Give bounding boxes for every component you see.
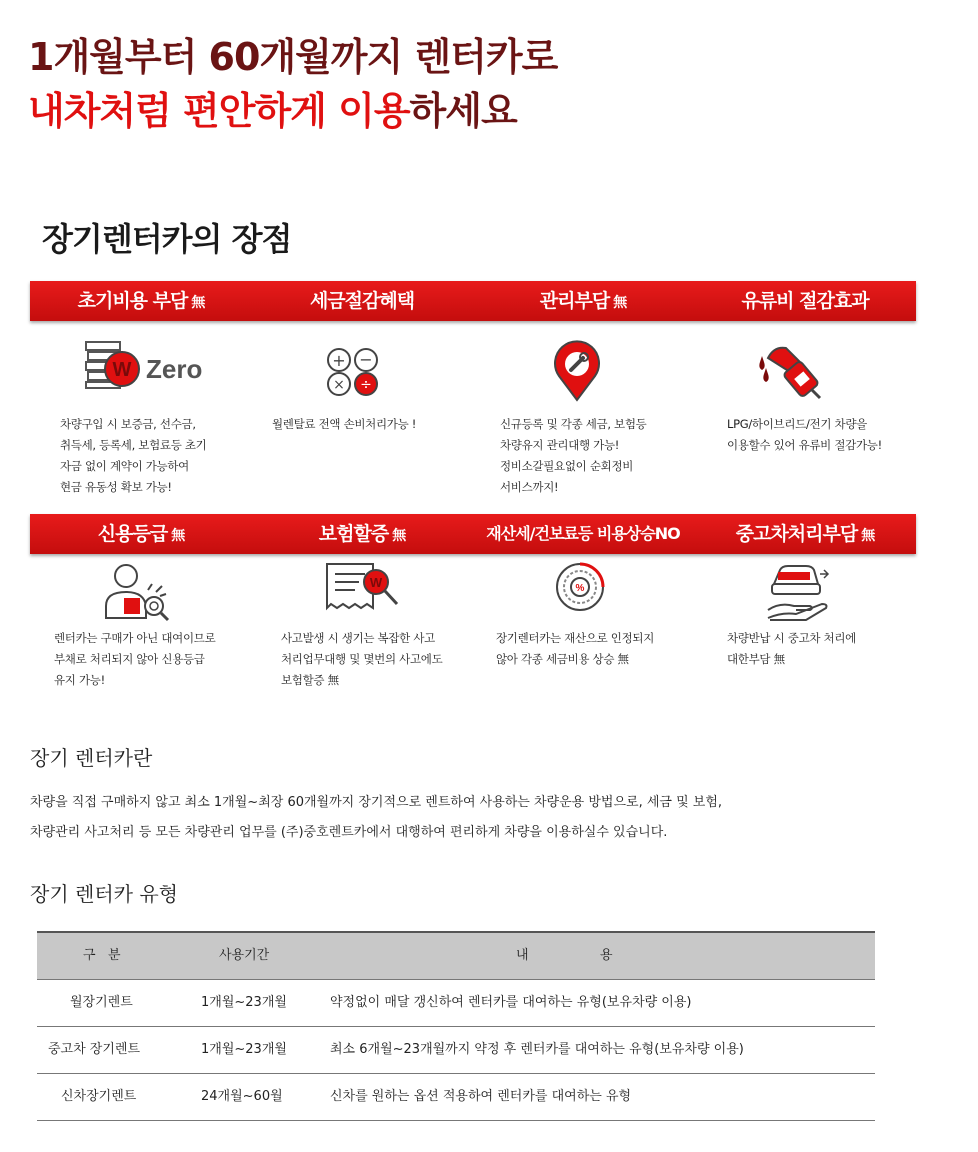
row-name: 신차장기렌트 [61,1089,137,1104]
desc-line: 렌터카는 구매가 아닌 대여이므로 [54,631,216,645]
desc-line: 취득세, 등록세, 보험료등 초기 [60,438,207,452]
row-name: 중고차 장기렌트 [48,1042,141,1057]
band2-item-used-car [694,514,916,554]
desc-credit [54,628,215,691]
band1-item-tax [252,281,472,321]
desc-line: 처리업무대행 및 몇번의 사고에도 [281,652,443,666]
band2-none-mark: 無 [392,528,406,544]
row-name: 월장기렌트 [70,995,133,1010]
location-wrench-icon [551,340,603,402]
document-search-icon [325,562,401,614]
desc-line: 신규등록 및 각종 세금, 보험등 [500,417,647,431]
desc-used-car [727,628,856,670]
table-row [37,1027,875,1074]
band1-item-management [472,281,694,321]
desc-line: 차량유지 관리대행 가능! [500,438,620,452]
header-content-2: 용 [600,948,613,963]
row-content: 약정없이 매달 갱신하여 렌터카를 대여하는 유형(보유차량 이용) [330,995,692,1010]
band1-title: 유류비 절감효과 [741,290,869,312]
desc-initial-cost [60,414,207,498]
calculator-icon [326,346,382,398]
hand-car-icon [766,560,832,622]
row-content: 신차를 원하는 옵션 적용하여 렌터카를 대여하는 유형 [330,1089,632,1104]
desc-line: 장기렌터카는 재산으로 인정되지 [496,631,655,645]
header-period: 사용기간 [219,948,270,963]
desc-line: 차량반납 시 중고차 처리에 [727,631,856,645]
desc-insurance [281,628,442,691]
band2-none-mark: 無 [861,528,875,544]
about-paragraph [30,788,722,848]
hero-heading [28,30,557,138]
table-row [37,980,875,1027]
desc-line: 대한부담 無 [727,652,785,666]
header-content-1: 내 [516,948,529,963]
about-title: 장기 렌터카란 [30,746,153,770]
band2-title: 재산세/건보료등 비용상승NO [486,524,680,543]
won-symbol-text: W [112,359,132,381]
svg-text:−: − [359,350,373,369]
svg-text:÷: ÷ [360,377,372,393]
advantages-band-1 [30,281,916,321]
band1-none-mark: 無 [613,295,627,311]
table-header-row [37,931,875,980]
desc-property-tax [496,628,654,670]
desc-fuel [727,414,882,456]
desc-line: 차량구입 시 보증금, 선수금, [60,417,196,431]
desc-tax [272,414,416,435]
hero-line-2 [28,84,557,138]
about-line-2: 차량관리 사고처리 등 모든 차량관리 업무를 (주)중호렌트카에서 대행하여 편리하게 차량을 이용하실수 있습니다. [30,825,668,840]
desc-line: 현금 유동성 확보 가능! [60,480,172,494]
desc-line: 않아 각종 세금비용 상승 無 [496,652,629,666]
band1-title: 관리부담 [539,290,610,312]
person-magnifier-icon [104,562,170,622]
band1-title: 세금절감혜택 [309,290,415,312]
types-title: 장기 렌터카 유형 [30,882,178,906]
won-zero-icon [84,340,214,390]
zero-text: Zero [146,354,203,384]
percent-gauge-icon [555,562,605,612]
svg-text:×: × [333,377,345,393]
desc-line: 이용할수 있어 유류비 절감가능! [727,438,882,452]
row-period: 1개월~23개월 [201,995,287,1010]
table-row [37,1074,875,1121]
desc-line: 월렌탈료 전액 손비처리가능 ! [272,417,417,431]
types-table [37,931,875,1121]
header-category: 구 분 [83,948,121,963]
svg-text:+: + [332,351,346,370]
desc-line: LPG/하이브리드/전기 차량을 [727,417,867,431]
desc-line: 부채로 처리되지 않아 신용등급 [54,652,205,666]
advantages-band-2 [30,514,916,554]
band2-title: 중고차처리부담 [735,523,858,545]
row-period: 24개월~60월 [201,1089,283,1104]
band2-item-insurance [252,514,472,554]
advantages-title: 장기렌터카의 장점 [42,220,292,258]
desc-line: 사고발생 시 생기는 복잡한 사고 [281,631,435,645]
hero-line-1: 1개월부터 60개월까지 렌터카로 [28,35,558,79]
won-symbol-text: W [369,575,383,590]
desc-management [500,414,647,498]
band2-none-mark: 無 [171,528,185,544]
desc-line: 보험할증 無 [281,673,339,687]
about-line-1: 차량을 직접 구매하지 않고 최소 1개월~최장 60개월까지 장기적으로 렌트하여 사용하는 차량운용 방법으로, 세금 및 보험, [30,795,723,810]
band2-title: 신용등급 [97,523,168,545]
band1-none-mark: 無 [191,295,205,311]
desc-line: 정비소갈필요없이 순회정비 [500,459,634,473]
band1-item-initial-cost [30,281,252,321]
desc-line: 유지 가능! [54,673,105,687]
band2-item-property-tax [472,514,694,554]
desc-line: 자금 없이 계약이 가능하여 [60,459,189,473]
fuel-nozzle-icon [756,340,822,402]
row-content: 최소 6개월~23개월까지 약정 후 렌터카를 대여하는 유형(보유차량 이용) [330,1042,744,1057]
hero-line-2-red: 내차처럼 편안하게 이용 [28,89,410,133]
hero-line-2-dark: 하세요 [409,89,517,133]
row-period: 1개월~23개월 [201,1042,287,1057]
band2-item-credit [30,514,252,554]
desc-line: 서비스까지! [500,480,559,494]
band1-item-fuel [694,281,916,321]
band2-title: 보험할증 [318,523,389,545]
percent-text: % [575,583,585,594]
band1-title: 초기비용 부담 [77,290,188,312]
